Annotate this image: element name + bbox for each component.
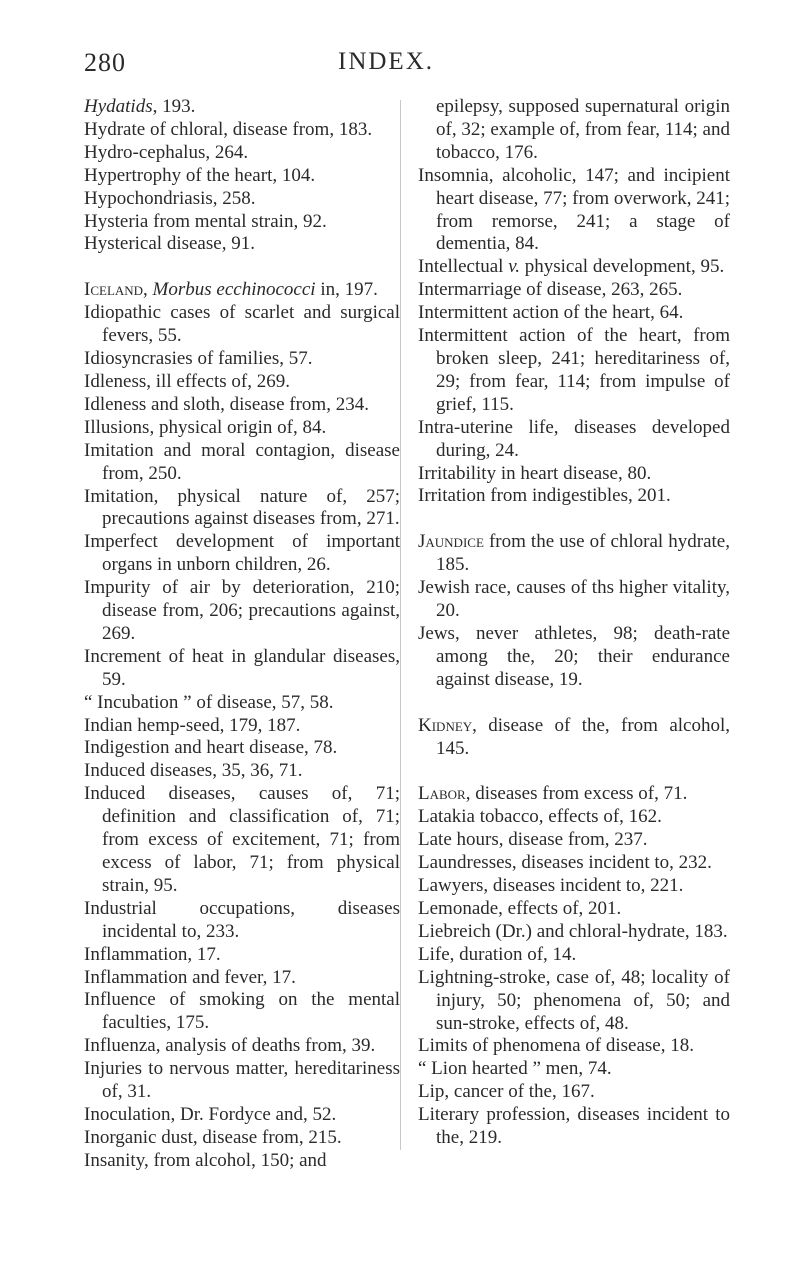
entry-heading-word: Jaundice [418,531,484,553]
index-entry: Imitation and moral contagion, disease from, 250. [84,439,400,484]
column-divider [400,100,401,1150]
entry-heading-word: Iceland [84,279,144,301]
index-entry: Idleness and sloth, disease from, 234. [84,393,369,415]
index-entry: Literary profession, diseases incident to the, 219. [418,1104,730,1149]
index-entry: Liebreich (Dr.) and chloral-hydrate, 183. [418,920,728,942]
index-entry: Inflammation and fever, 17. [84,966,296,988]
entry-italic-term: Morbus ecchinococci [152,279,316,301]
index-entry: Jews, never athletes, 98; death-rate among the, 20; their endurance against disease, 19. [418,622,730,690]
index-entry: Hydro-cephalus, 264. [84,141,249,163]
index-entry: Idleness, ill effects of, 269. [84,370,290,392]
index-entry: Industrial occupations, diseases incidental to, 233. [84,897,400,942]
entry-italic-term: v. [508,256,520,278]
index-entry: Hydrate of chloral, disease from, 183. [84,118,373,140]
index-entry: Imitation, physical nature of, 257; precautions against diseases from, 271. [84,485,400,530]
index-entry: Influenza, analysis of deaths from, 39. [84,1035,376,1057]
entry-heading-word: Labor [418,783,466,805]
index-entry: Irritability in heart disease, 80. [418,462,652,484]
index-entry: Idiosyncrasies of families, 57. [84,348,313,370]
index-entry: Impurity of air by deterioration, 210; disease from, 206; precautions against, 269. [84,577,400,644]
index-entry: Indian hemp-seed, 179, 187. [84,714,301,736]
page-title: INDEX. [338,48,435,75]
index-entry: Intermarriage of disease, 263, 265. [418,279,683,301]
index-entry: Kidney, disease of the, from alcohol, 145. [418,714,730,759]
index-entry: Hydatids, 193. [84,96,196,117]
index-entry: Hysteria from mental strain, 92. [84,210,327,232]
index-entry: Imperfect development of important organs in unborn children, 26. [84,531,400,576]
index-entry: Indigestion and heart disease, 78. [84,737,338,759]
index-entry: Lawyers, diseases incident to, 221. [418,875,684,897]
index-entry: Life, duration of, 14. [418,943,577,965]
index-entry: Late hours, disease from, 237. [418,829,648,851]
index-entry: Lip, cancer of the, 167. [418,1081,595,1103]
index-entry: Increment of heat in glandular diseases, 59. [84,645,400,690]
entry-heading-word: Kidney [418,714,473,736]
index-entry: Intermittent action of the heart, 64. [418,302,684,324]
index-entry: Intra-uterine life, diseases developed during, 24. [418,416,730,461]
page-number: 280 [84,48,126,77]
index-entry: Induced diseases, 35, 36, 71. [84,760,303,782]
index-entry: Intermittent action of the heart, from broken sleep, 241; hereditariness of, 29; from fear, 114; from impulse of grief, 115. [418,325,730,415]
index-entry: Intellectual v. physical development, 95. [418,256,725,278]
index-entry: Labor, diseases from excess of, 71. [418,783,688,805]
index-entry: Inorganic dust, disease from, 215. [84,1126,342,1148]
index-entry: Influence of smoking on the mental faculties, 175. [84,989,400,1034]
index-entry: Irritation from indigestibles, 201. [418,485,671,507]
index-entry: Lemonade, effects of, 201. [418,898,622,919]
index-entry: Latakia tobacco, effects of, 162. [418,806,662,828]
index-entry: Idiopathic cases of scarlet and surgical fevers, 55. [84,302,400,347]
index-entry-continuation: epilepsy, supposed supernatural origin of, 32; example of, from fear, 114; and tobacco, 176. [436,96,730,163]
index-entry: Laundresses, diseases incident to, 232. [418,852,712,874]
index-entry: Hypertrophy of the heart, 104. [84,164,316,186]
index-entry: Iceland, Morbus ecchinococci in, 197. [84,279,378,301]
entry-heading-word: Hydatids [84,96,153,117]
index-entry: Hypochondriasis, 258. [84,187,256,209]
index-column-right [418,96,730,1150]
index-entry: Injuries to nervous matter, hereditariness of, 31. [84,1058,400,1103]
index-entry: Illusions, physical origin of, 84. [84,416,327,438]
index-entry: Limits of phenomena of disease, 18. [418,1035,694,1057]
index-entry: “ Incubation ” of disease, 57, 58. [84,691,334,713]
index-entry: Induced diseases, causes of, 71; definition and classification of, 71; from excess of excitement, 71; from excess of labor, 71; from physical strain, 95. [84,783,400,896]
index-column-left [84,96,400,1173]
index-entry: Inoculation, Dr. Fordyce and, 52. [84,1103,337,1125]
index-entry: Hysterical disease, 91. [84,233,255,255]
index-entry: Jaundice from the use of chloral hydrate, 185. [418,531,730,576]
index-entry: Inflammation, 17. [84,943,221,965]
index-entry: Insanity, from alcohol, 150; and [84,1149,327,1171]
index-entry: Insomnia, alcoholic, 147; and incipient heart disease, 77; from overwork, 241; from remorse, 241; a stage of dementia, 84. [418,164,730,255]
index-entry: Jewish race, causes of ths higher vitality, 20. [418,577,730,622]
index-entry: “ Lion hearted ” men, 74. [418,1058,612,1080]
index-entry: Lightning-stroke, case of, 48; locality of injury, 50; phenomena of, 50; and sun-stroke, effects of, 48. [418,966,730,1034]
